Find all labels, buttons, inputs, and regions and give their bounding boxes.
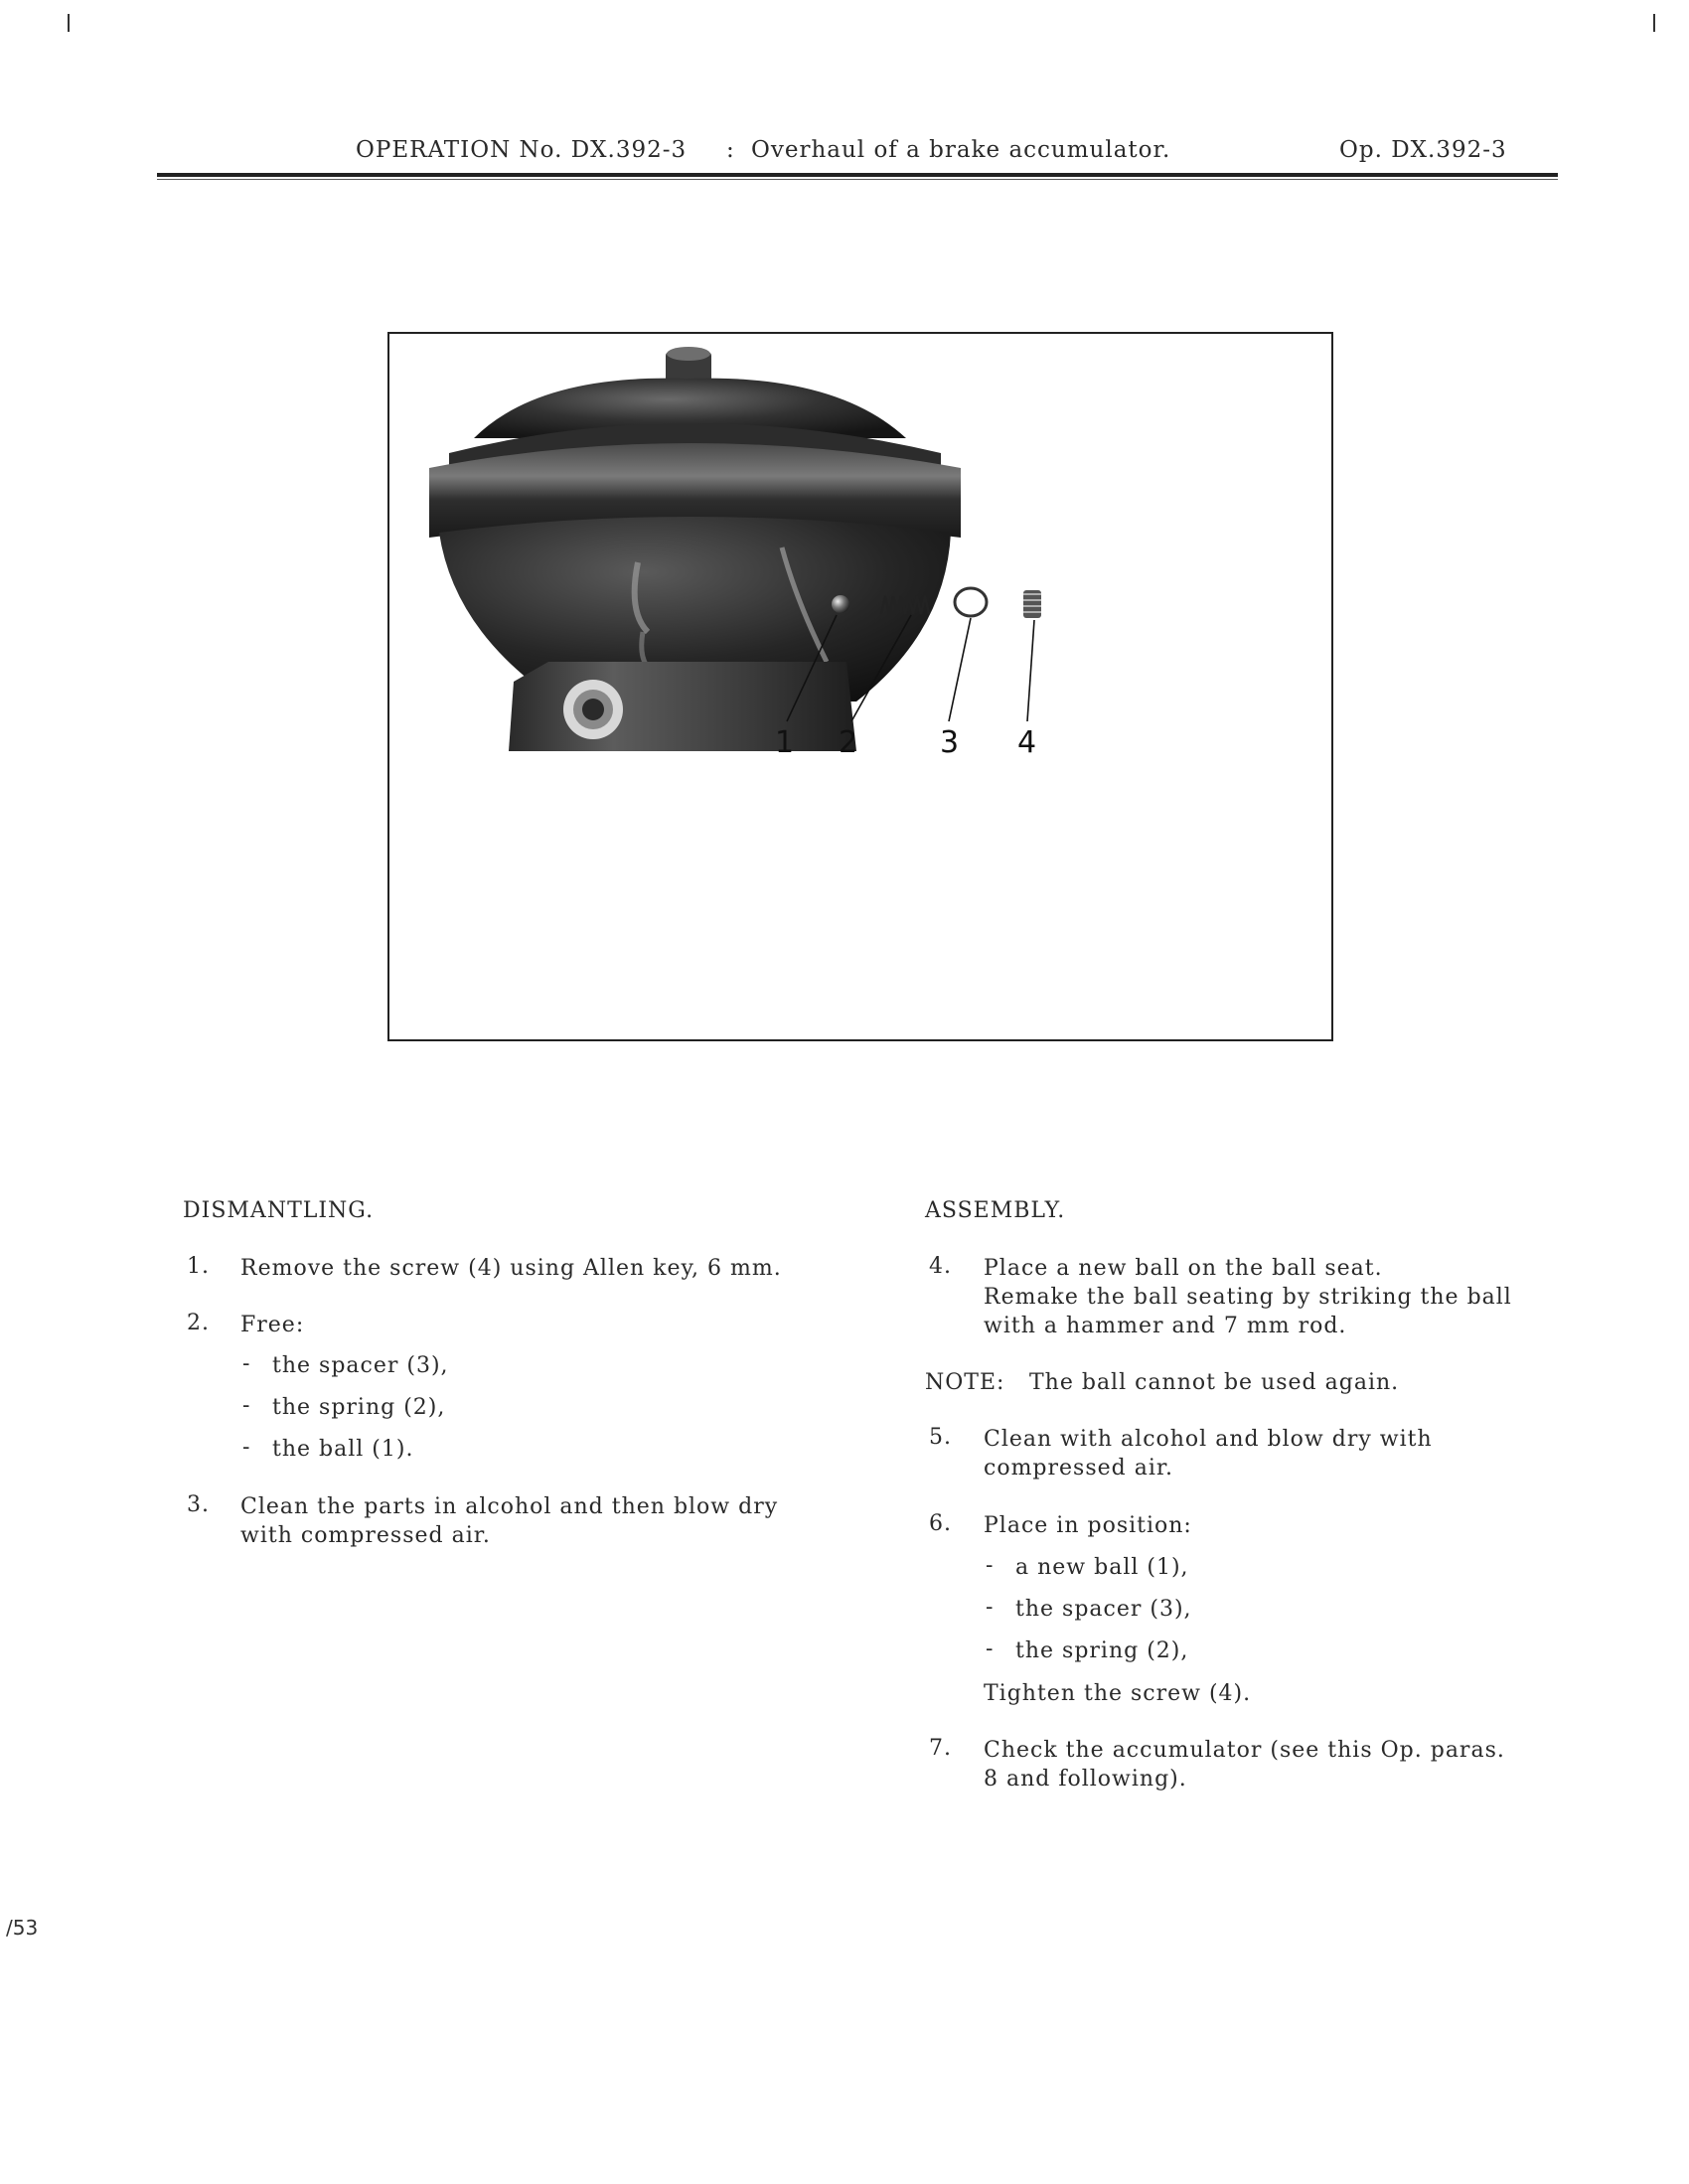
header-rule <box>157 173 1558 177</box>
margin-mark-right <box>1653 14 1655 32</box>
operation-title: Overhaul of a brake accumulator. <box>751 137 1171 163</box>
callout-1: 1 <box>775 725 795 760</box>
callout-2: 2 <box>839 725 858 760</box>
page-header <box>157 137 1558 177</box>
step-1-number: 1. <box>187 1254 210 1279</box>
header-separator: : <box>726 137 735 163</box>
assembly-heading: ASSEMBLY. <box>925 1198 1066 1223</box>
step-6-after: Tighten the screw (4). <box>984 1681 1252 1706</box>
list-item: the spacer (3), <box>272 1353 449 1378</box>
step-4-line-2: Remake the ball seating by striking the ball <box>984 1285 1512 1310</box>
step-3-number: 3. <box>187 1492 210 1517</box>
step-5-line-2: compressed air. <box>984 1456 1173 1481</box>
margin-mark-left <box>68 14 70 32</box>
list-item: the ball (1). <box>272 1437 414 1462</box>
accumulator-photo-figure <box>387 332 1333 1041</box>
header-rule-thin <box>157 179 1558 180</box>
step-4-line-3: with a hammer and 7 mm rod. <box>984 1314 1347 1338</box>
step-5-number: 5. <box>929 1425 952 1450</box>
list-item: the spring (2), <box>1015 1638 1189 1663</box>
step-3-line-1: Clean the parts in alcohol and then blow dry <box>240 1494 779 1519</box>
list-item: the spring (2), <box>272 1395 446 1420</box>
step-4-number: 4. <box>929 1254 952 1279</box>
step-6-text: Place in position: <box>984 1513 1192 1538</box>
step-6-number: 6. <box>929 1511 952 1536</box>
operation-reference: Op. DX.392-3 <box>1339 137 1507 163</box>
list-item: a new ball (1), <box>1015 1555 1189 1580</box>
operation-number: OPERATION No. DX.392-3 <box>356 137 688 163</box>
page-number: /53 <box>6 1916 39 1940</box>
list-item: the spacer (3), <box>1015 1597 1192 1622</box>
step-7-line-2: 8 and following). <box>984 1767 1187 1792</box>
step-5-line-1: Clean with alcohol and blow dry with <box>984 1427 1433 1452</box>
step-2-text: Free: <box>240 1313 305 1337</box>
dismantling-heading: DISMANTLING. <box>183 1198 375 1223</box>
step-4-line-1: Place a new ball on the ball seat. <box>984 1256 1383 1281</box>
step-3-line-2: with compressed air. <box>240 1523 491 1548</box>
step-7-line-1: Check the accumulator (see this Op. paras. <box>984 1738 1505 1763</box>
note-label: NOTE: <box>925 1370 1005 1395</box>
accumulator-photo <box>389 334 1333 1041</box>
step-2-number: 2. <box>187 1311 210 1335</box>
step-1-text: Remove the screw (4) using Allen key, 6 mm. <box>240 1256 782 1281</box>
callout-3: 3 <box>940 725 960 760</box>
note-text: The ball cannot be used again. <box>1029 1370 1400 1395</box>
step-7-number: 7. <box>929 1736 952 1761</box>
callout-4: 4 <box>1017 725 1037 760</box>
